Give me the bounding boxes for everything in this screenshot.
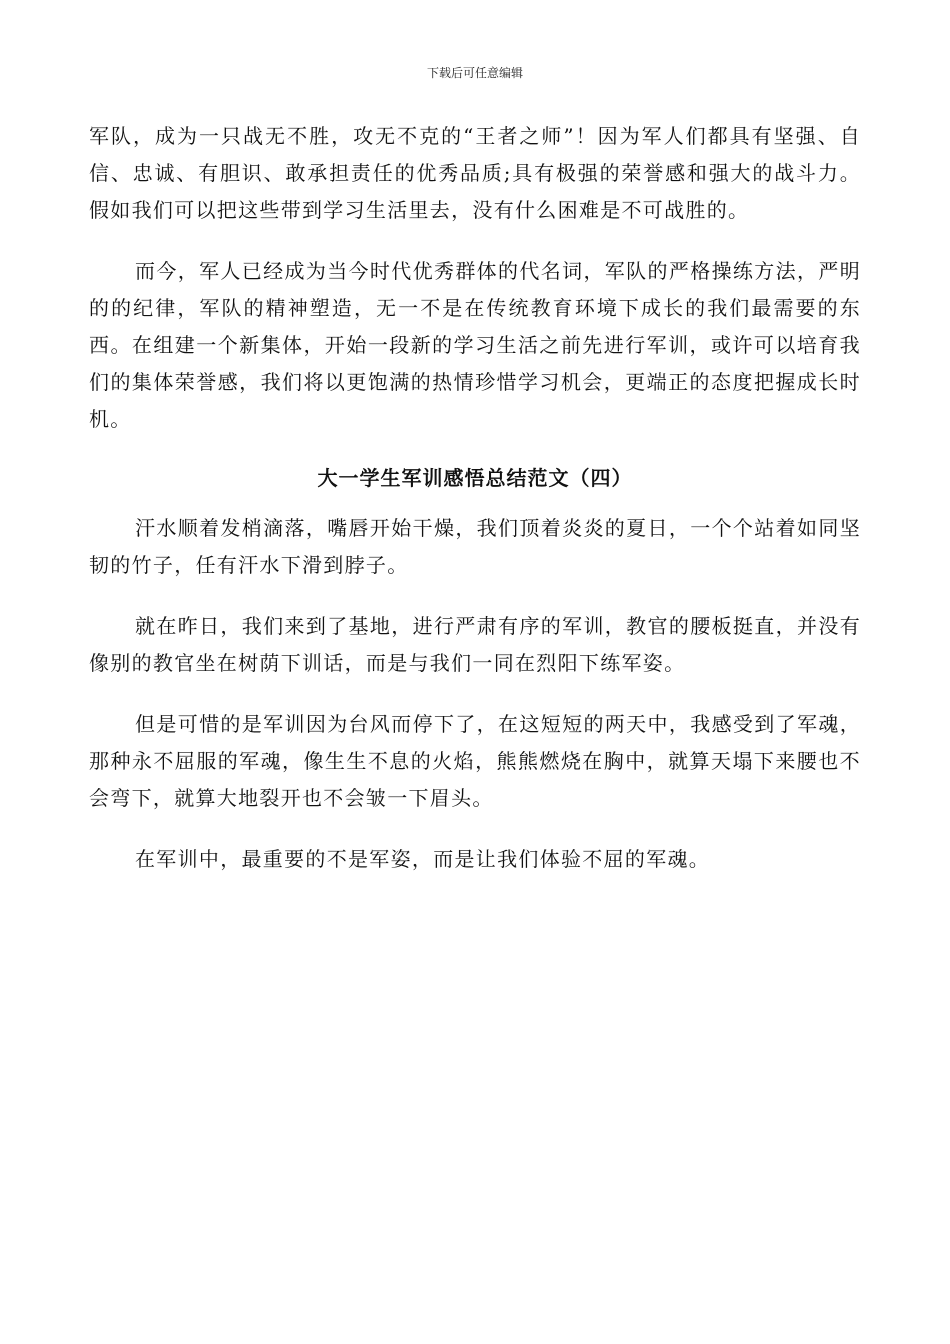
paragraph-6: 在军训中，最重要的不是军姿，而是让我们体验不屈的军魂。 — [135, 847, 711, 871]
paragraph-2: 而今，军人已经成为当今时代优秀群体的代名词，军队的严格操练方法，严明的的纪律，军队的精神塑造，无一不是在传统教育环境下成长的我们最需要的东西。在组建一个新集体，开始一段新的学习生活之前先进行军训，或许可以培育我们的集体荣誉感，我们将以更饱满的热情珍惜学习机会，更端正的态度把握成长时机。 — [89, 259, 861, 431]
paragraph-1: 军队，成为一只战无不胜，攻无不克的“王者之师”！因为军人们都具有坚强、自信、忠诚、有胆识、敢承担责任的优秀品质;具有极强的荣誉感和强大的战斗力。假如我们可以把这些带到学习生活里去，没有什么困难是不可战胜的。 — [89, 124, 861, 222]
paragraph-4: 就在昨日，我们来到了基地，进行严肃有序的军训，教官的腰板挺直，并没有像别的教官坐在树荫下训话，而是与我们一同在烈阳下练军姿。 — [89, 614, 861, 675]
paragraph-5: 但是可惜的是军训因为台风而停下了，在这短短的两天中，我感受到了军魂，那种永不屈服的军魂，像生生不息的火焰，熊熊燃烧在胸中，就算天塌下来腰也不会弯下，就算大地裂开也不会皱一下眉头。 — [89, 712, 861, 810]
page-header-note: 下载后可任意编辑 — [426, 66, 523, 80]
section-heading: 大一学生军训感悟总结范文（四） — [317, 466, 633, 490]
paragraph-3: 汗水顺着发梢滴落，嘴唇开始干燥，我们顶着炎炎的夏日，一个个站着如同坚韧的竹子，任有汗水下滑到脖子。 — [89, 516, 861, 577]
document-body — [89, 118, 861, 878]
